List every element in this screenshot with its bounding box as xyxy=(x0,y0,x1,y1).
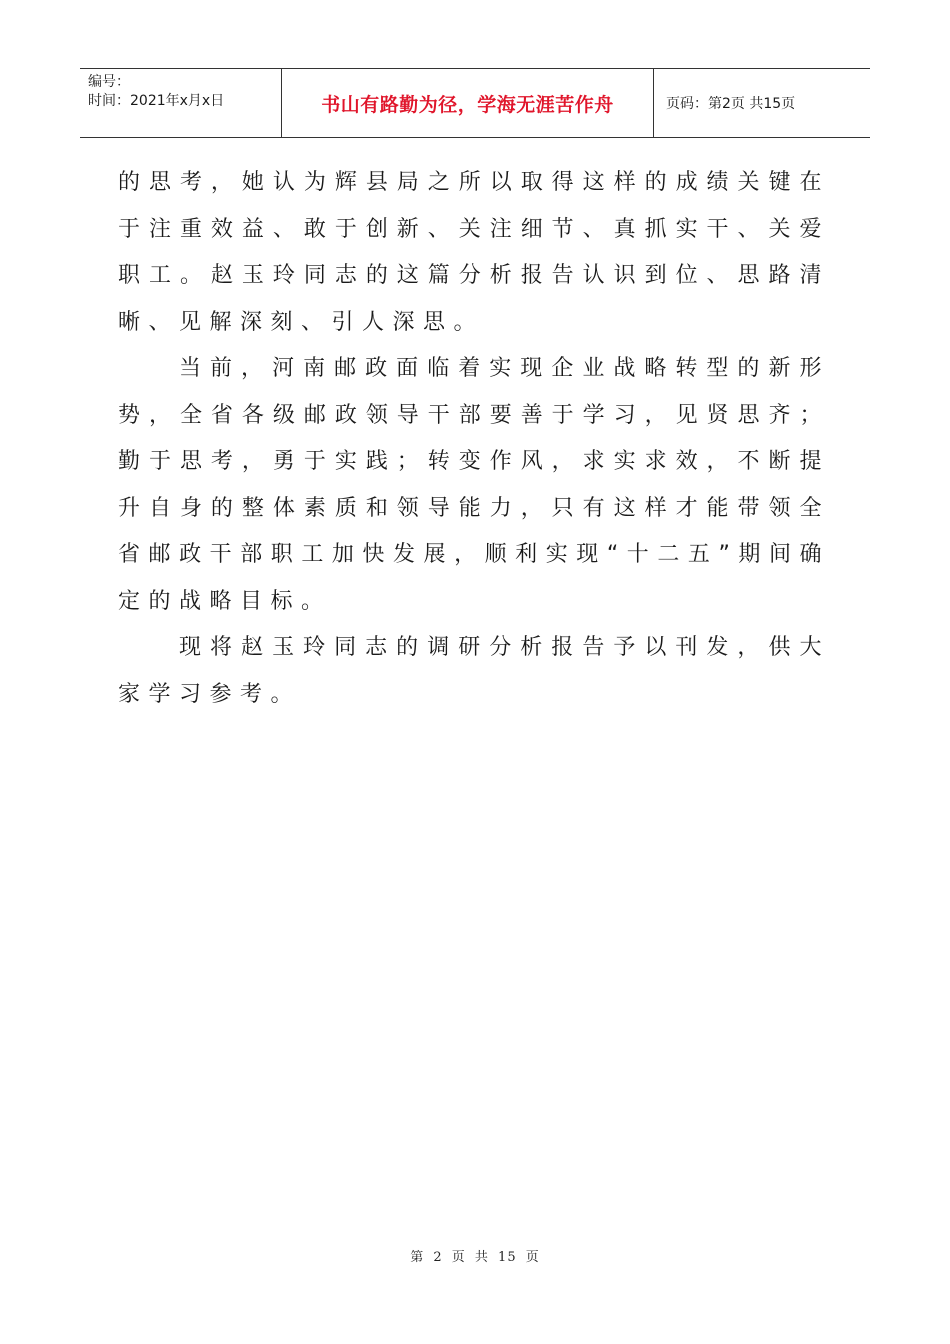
header-meta-cell xyxy=(80,69,282,137)
header-motto: 书山有路勤为径，学海无涯苦作舟 xyxy=(282,69,654,137)
document-header xyxy=(80,68,870,138)
paragraph: 现将赵玉玲同志的调研分析报告予以刊发，供大家学习参考。 xyxy=(118,635,830,707)
page-footer: 第 2 页 共 15 页 xyxy=(410,1250,540,1265)
header-page-info: 页码：第2页 共15页 xyxy=(666,96,796,112)
date-label: 时间：2021年x月x日 xyxy=(88,93,225,109)
paragraph: 当前，河南邮政面临着实现企业战略转型的新形势，全省各级邮政领导干部要善于学习，见贤思齐；勤于思考，勇于实践；转变作风，求实求效，不断提升自身的整体素质和领导能力，只有这样才能带领全省邮政干部职工加快发展，顺利实现“十二五”期间确定的战略目标。 xyxy=(118,356,830,614)
document-body xyxy=(118,160,830,718)
paragraph-continuation: 的思考，她认为辉县局之所以取得这样的成绩关键在于注重效益、敢于创新、关注细节、真抓实干、关爱职工。赵玉玲同志的这篇分析报告认识到位、思路清晰、见解深刻、引人深思。 xyxy=(118,170,830,335)
serial-number-label: 编号： xyxy=(88,74,130,90)
